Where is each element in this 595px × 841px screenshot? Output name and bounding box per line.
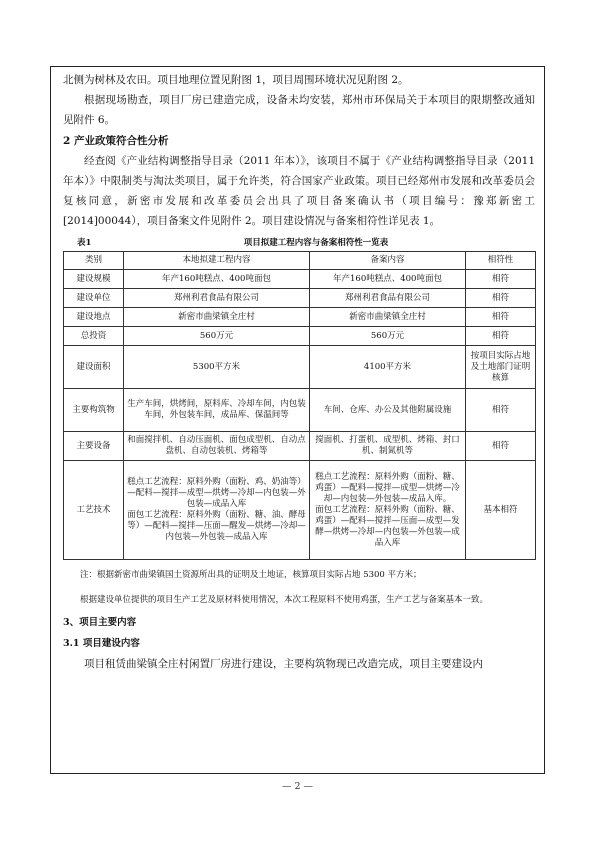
cell-filed: 郑州利君食品有限公司 [310,289,466,308]
table-row [64,346,536,389]
cell-local: 糕点工艺流程：原料外购（面粉、鸡、奶油等）—配料—搅拌—成型—烘烤—冷却—内包装—外包装—成品入库 面包工艺流程：原料外购（面粉、糖、油、酵母等）—配料—搅拌—压面—醒发—烘烤—冷却—内包装—外包装—成品入库 [124,461,310,560]
section-3-1-heading: 3.1 项目建设内容 [63,638,140,649]
content [63,70,535,674]
table-row [64,389,536,432]
cell-category: 工艺技术 [64,461,124,560]
cell-match: 相符 [466,289,536,308]
cell-match: 基本相符 [466,461,536,560]
table-row [64,289,536,308]
table-header-row [64,252,536,270]
table-number: 表1 [77,238,92,248]
header-category: 类别 [64,252,124,270]
page-number: — 2 — [281,781,314,792]
cell-filed: 560万元 [310,327,466,346]
cell-filed: 车间、仓库、办公及其他附属设施 [310,389,466,432]
cell-filed: 年产160吨糕点、400吨面包 [310,270,466,289]
cell-local: 新密市曲梁镇全庄村 [124,308,310,327]
table-row [64,432,536,461]
cell-filed: 搅面机、打蛋机、成型机、烤箱、封口机、制氮机等 [310,432,466,461]
cell-filed: 糕点工艺流程：原料外购（面粉、糖、鸡蛋）—配料—搅拌—成型—烘烤—冷却—内包装—外包装—成品入库。 面包工艺流程：原料外购（面粉、糖、鸡蛋）—配料—搅拌—压面—成型—发酵—烘烤—冷却—内包装—外包装—成品入库 [310,461,466,560]
cell-category: 主要设备 [64,432,124,461]
header-filed: 备案内容 [310,252,466,270]
section-3-heading: 3、项目主要内容 [63,617,137,628]
cell-match: 相符 [466,389,536,432]
cell-local: 560万元 [124,327,310,346]
cell-match: 相符 [466,308,536,327]
table-row [64,327,536,346]
table-row [64,270,536,289]
section-2-paragraph: 经查阅《产业结构调整指导目录（2011 年本）》，该项目不属于《产业结构调整指导目录（2011 年本）》中限制类与淘汰类项目，属于允许类，符合国家产业政策。项目已经郑州市发展和改革委员会复核同意，新密市发展和改革委员会出具了项目备案确认书（项目编号：豫郑新密工[2014]00044），项目备案文件见附件 2。项目建设情况与备案相符性详见表 1。 [63,155,535,227]
cell-category: 主要构筑物 [64,389,124,432]
section-2-heading: 2 产业政策符合性分析 [63,135,169,147]
cell-category: 建设面积 [64,346,124,389]
intro-line-2: 根据现场勘查，项目厂房已建造完成，设备未均安装，郑州市环保局关于本项目的限期整改通知见附件 6。 [63,94,535,126]
cell-category: 建设单位 [64,289,124,308]
table-row [64,461,536,560]
cell-match: 相符 [466,432,536,461]
section-3-1-paragraph: 项目租赁曲梁镇全庄村闲置厂房进行建设，主要构筑物现已改造完成，项目主要建设内 [84,658,483,670]
cell-category: 总投资 [64,327,124,346]
cell-local: 和面搅拌机、自动压面机、面包成型机、自动点盘机、自动包装机、烤箱等 [124,432,310,461]
page-frame [50,66,545,774]
cell-match: 相符 [466,270,536,289]
table-caption [63,237,535,250]
cell-category: 建设规模 [64,270,124,289]
table-note: 注：根据新密市曲梁镇国土资源所出具的证明及土地证，核算项目实际占地 5300 平方米； [80,570,422,580]
intro-line-1: 北侧为树林及农田。项目地理位置见附图 1，项目周围环境状况见附图 2。 [63,74,409,86]
cell-filed: 4100平方米 [310,346,466,389]
cell-match: 按项目实际占地及土地部门证明核算 [466,346,536,389]
process-paragraph: 根据建设单位提供的项目生产工艺及原材料使用情况，本次工程原料不使用鸡蛋，生产工艺与备案基本一致。 [80,595,489,605]
cell-local: 5300平方米 [124,346,310,389]
cell-local: 生产车间，烘烤间，原料库、冷却车间，内包装车间，外包装车间，成品库、保温间等 [124,389,310,432]
table-row [64,308,536,327]
cell-category: 建设地点 [64,308,124,327]
cell-match: 相符 [466,327,536,346]
header-local: 本地拟建工程内容 [124,252,310,270]
header-match: 相符性 [466,252,536,270]
table-title: 项目拟建工程内容与备案相符性一览表 [243,238,389,248]
cell-filed: 新密市曲梁镇全庄村 [310,308,466,327]
cell-local: 郑州利君食品有限公司 [124,289,310,308]
cell-local: 年产160吨糕点、400吨面包 [124,270,310,289]
compliance-table [63,251,536,560]
